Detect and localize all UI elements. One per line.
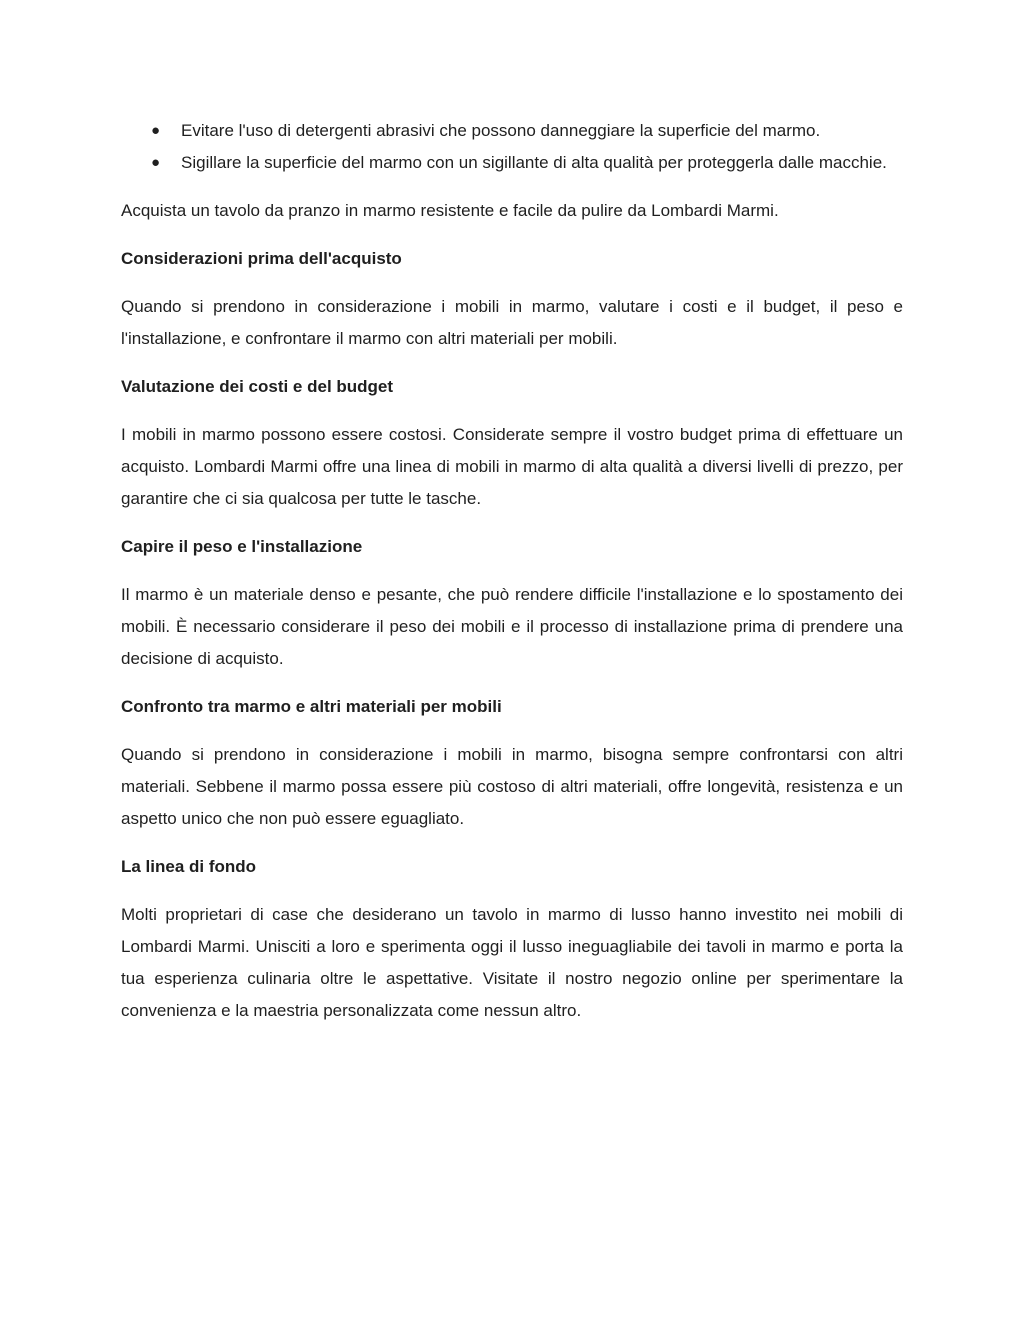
intro-paragraph: Acquista un tavolo da pranzo in marmo resistente e facile da pulire da Lombardi Marmi. <box>121 201 779 220</box>
section-paragraph: Quando si prendono in considerazione i mobili in marmo, valutare i costi e il budget, il peso e l'installazione, e confrontare il marmo con altri materiali per mobili. <box>121 297 903 348</box>
section-heading: Considerazioni prima dell'acquisto <box>121 249 402 268</box>
document-page <box>121 115 903 1027</box>
section-paragraph: Molti proprietari di case che desiderano un tavolo in marmo di lusso hanno investito nei mobili di Lombardi Marmi. Unisciti a loro e sperimenta oggi il lusso ineguagliabile dei tavoli in marmo e porta la tua esperienza culinaria oltre le aspettative. Visitate il nostro negozio online per sperimentare la convenienza e la maestria personalizzata come nessun altro. <box>121 905 903 1020</box>
bullet-icon: ● <box>151 122 161 139</box>
section-heading: Capire il peso e l'installazione <box>121 537 363 556</box>
section-heading: Valutazione dei costi e del budget <box>121 377 394 396</box>
list-item-text: Sigillare la superficie del marmo con un sigillante di alta qualità per proteggerla dalle macchie. <box>181 153 887 172</box>
section-paragraph: Quando si prendono in considerazione i mobili in marmo, bisogna sempre confrontarsi con altri materiali. Sebbene il marmo possa essere più costoso di altri materiali, offre longevità, resistenza e un aspetto unico che non può essere eguagliato. <box>121 745 903 828</box>
care-tips-list <box>121 115 903 179</box>
section-heading: La linea di fondo <box>121 857 257 876</box>
section-paragraph: Il marmo è un materiale denso e pesante, che può rendere difficile l'installazione e lo spostamento dei mobili. È necessario considerare il peso dei mobili e il processo di installazione prima di prendere una decisione di acquisto. <box>121 585 903 668</box>
bullet-icon: ● <box>151 154 161 171</box>
list-item-text: Evitare l'uso di detergenti abrasivi che possono danneggiare la superficie del marmo. <box>181 121 821 140</box>
list-item <box>121 115 903 147</box>
list-item <box>121 147 903 179</box>
section-paragraph: I mobili in marmo possono essere costosi. Considerate sempre il vostro budget prima di effettuare un acquisto. Lombardi Marmi offre una linea di mobili in marmo di alta qualità a diversi livelli di prezzo, per garantire che ci sia qualcosa per tutte le tasche. <box>121 425 903 508</box>
section-heading: Confronto tra marmo e altri materiali per mobili <box>121 697 502 716</box>
